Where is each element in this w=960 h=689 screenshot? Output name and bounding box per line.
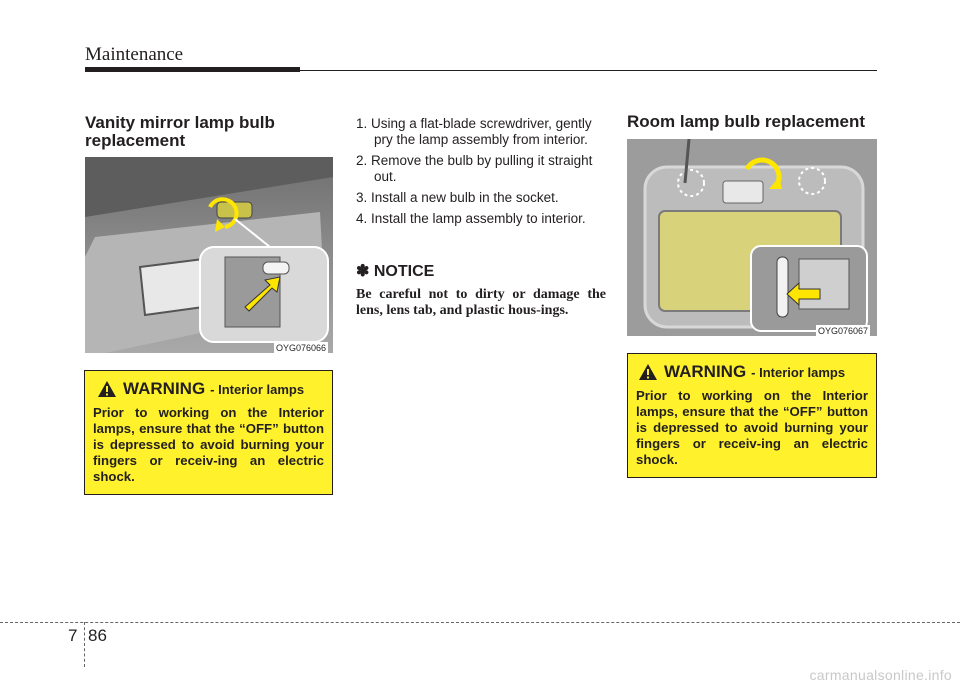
chapter-number: 7 xyxy=(68,626,78,645)
room-lamp-photo xyxy=(627,139,877,336)
vanity-heading-line1: Vanity mirror lamp bulb xyxy=(85,113,275,132)
replacement-steps xyxy=(356,116,604,232)
notice-symbol-icon: ✽ xyxy=(356,263,370,280)
notice-heading xyxy=(356,261,606,281)
step-item: 2. Remove the bulb by pulling it straight out. xyxy=(356,153,593,184)
watermark[interactable]: carmanualsonline.info xyxy=(809,667,952,683)
vanity-heading xyxy=(85,114,325,150)
room-warning-box xyxy=(627,353,877,478)
room-photo-label: OYG076067 xyxy=(818,326,869,336)
header-rule-thick xyxy=(85,67,300,72)
warning-subtitle: - Interior lamps xyxy=(751,364,846,380)
vanity-heading-line2: replacement xyxy=(85,131,186,150)
warning-subtitle: - Interior lamps xyxy=(210,381,305,397)
vanity-photo-label: OYG076066 xyxy=(276,343,327,353)
warning-body: Prior to working on the Interior lamps, ensure that the “OFF” button is depressed to avoid burning your fingers or receiv-ing an electric shock. xyxy=(636,388,868,467)
step-item: 3. Install a new bulb in the socket. xyxy=(356,190,559,205)
page-header-title: Maintenance xyxy=(85,44,184,65)
warning-body: Prior to working on the Interior lamps, ensure that the “OFF” button is depressed to avoid burning your fingers or receiv-ing an electric shock. xyxy=(93,405,324,484)
footer-dashed-rule xyxy=(0,622,960,623)
vanity-mirror-photo xyxy=(85,157,333,353)
step-item: 4. Install the lamp assembly to interior. xyxy=(356,211,586,226)
warning-title: WARNING xyxy=(664,362,747,381)
footer-dashed-divider xyxy=(84,622,85,667)
notice-section xyxy=(356,261,606,319)
notice-body: Be careful not to dirty or damage the lens, lens tab, and plastic hous-ings. xyxy=(356,287,606,318)
step-item: 1. Using a flat-blade screwdriver, gently pry the lamp assembly from interior. xyxy=(356,116,592,147)
page-number: 86 xyxy=(88,626,107,645)
vanity-warning-box xyxy=(84,370,333,495)
warning-triangle-icon xyxy=(638,363,658,381)
header-rule-thin xyxy=(300,70,877,71)
notice-title: NOTICE xyxy=(373,263,435,280)
room-lamp-heading: Room lamp bulb replacement xyxy=(627,112,866,131)
warning-title: WARNING xyxy=(123,379,206,398)
warning-triangle-icon xyxy=(97,380,117,398)
